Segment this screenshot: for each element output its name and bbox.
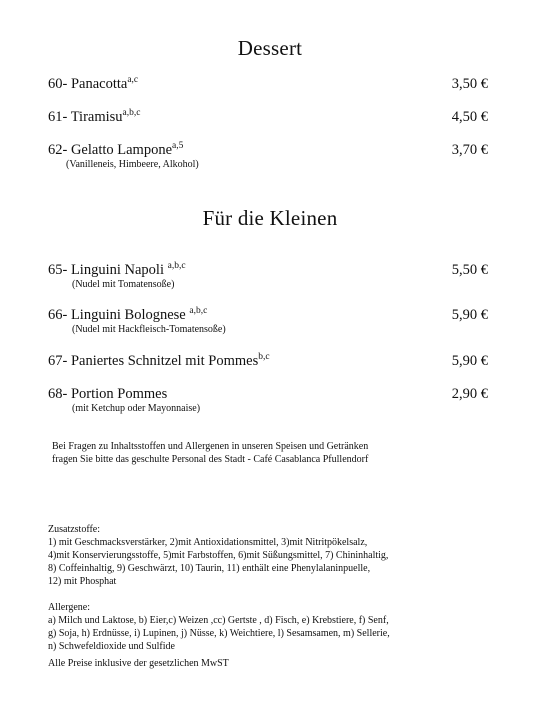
menu-item-panacotta bbox=[48, 76, 488, 94]
vat-note: Alle Preise inklusive der gesetzlichen MwST bbox=[48, 658, 229, 669]
additives-legend bbox=[48, 523, 388, 588]
allergen-codes: a,b,c bbox=[167, 261, 186, 271]
allergens-legend bbox=[48, 601, 390, 653]
item-price: 3,50 € bbox=[451, 76, 488, 92]
allergens-title: Allergene: bbox=[48, 602, 91, 613]
item-name: 66- Linguini Bolognese $^{a,b,c}$ bbox=[48, 306, 208, 323]
item-price: 5,90 € bbox=[451, 307, 488, 323]
notice-line: Bei Fragen zu Inhaltsstoffen und Allergenen in unseren Speisen und Getränken bbox=[52, 441, 369, 452]
allergen-codes: b,c bbox=[258, 352, 270, 362]
item-description: (Vanilleneis, Himbeere, Alkohol) bbox=[66, 159, 199, 170]
item-name: 65- Linguini Napoli $^{a,b,c}$ bbox=[48, 261, 186, 278]
item-description: (Nudel mit Hackfleisch-Tomatensoße) bbox=[72, 324, 226, 335]
menu-item-portion-pommes bbox=[48, 386, 488, 414]
item-name: 60- Panacotta$^{a,c}$ bbox=[48, 75, 139, 92]
additives-line: 4)mit Konservierungsstoffe, 5)mit Farbstoffen, 6)mit Süßungsmittel, 7) Chininhaltig, bbox=[48, 550, 389, 561]
additives-line: 1) mit Geschmacksverstärker, 2)mit Antioxidationsmittel, 3)mit Nitritpökelsalz, bbox=[48, 537, 368, 548]
item-price: 2,90 € bbox=[451, 386, 488, 402]
item-name: 62- Gelatto Lampone$^{a,5}$ bbox=[48, 141, 184, 158]
item-description: (mit Ketchup oder Mayonnaise) bbox=[72, 403, 201, 414]
item-price: 3,70 € bbox=[451, 142, 488, 158]
item-price: 4,50 € bbox=[451, 109, 488, 125]
menu-item-paniertes-schnitzel bbox=[48, 353, 488, 371]
allergens-line: n) Schwefeldioxide und Sulfide bbox=[48, 641, 175, 652]
allergy-notice bbox=[52, 440, 368, 466]
item-price: 5,50 € bbox=[451, 262, 488, 278]
menu-item-gelatto-lampone bbox=[48, 141, 488, 170]
item-name: 68- Portion Pommes bbox=[48, 386, 168, 402]
item-name: 67- Paniertes Schnitzel mit Pommes$^{b,c}$ bbox=[48, 352, 270, 369]
section-title-dessert: Dessert bbox=[237, 36, 303, 60]
menu-item-linguini-bolognese bbox=[48, 306, 488, 335]
menu-item-linguini-napoli bbox=[48, 261, 488, 290]
allergen-codes: a,b,c bbox=[189, 306, 208, 316]
additives-title: Zusatzstoffe: bbox=[48, 524, 101, 535]
allergen-codes: a,c bbox=[127, 75, 139, 85]
allergens-line: a) Milch und Laktose, b) Eier,c) Weizen ,cc) Gertste , d) Fisch, e) Krebstiere, f) Senf, bbox=[48, 615, 389, 626]
section-title-kids: Für die Kleinen bbox=[202, 206, 338, 230]
allergen-codes: a,5 bbox=[172, 141, 184, 151]
item-name: 61- Tiramisu$^{a,b,c}$ bbox=[48, 108, 141, 125]
menu-item-tiramisu bbox=[48, 109, 488, 127]
notice-line: fragen Sie bitte das geschulte Personal des Stadt - Café Casablanca Pfullendorf bbox=[52, 454, 369, 465]
allergens-line: g) Soja, h) Erdnüsse, i) Lupinen, j) Nüsse, k) Weichtiere, l) Sesamsamen, m) Sellerie, bbox=[48, 628, 390, 639]
additives-line: 8) Coffeinhaltig, 9) Geschwärzt, 10) Taurin, 11) enthält eine Phenylalaninpuelle, bbox=[48, 563, 371, 574]
item-description: (Nudel mit Tomatensoße) bbox=[72, 279, 175, 290]
additives-line: 12) mit Phosphat bbox=[48, 576, 117, 587]
allergen-codes: a,b,c bbox=[122, 108, 141, 118]
item-price: 5,90 € bbox=[451, 353, 488, 369]
